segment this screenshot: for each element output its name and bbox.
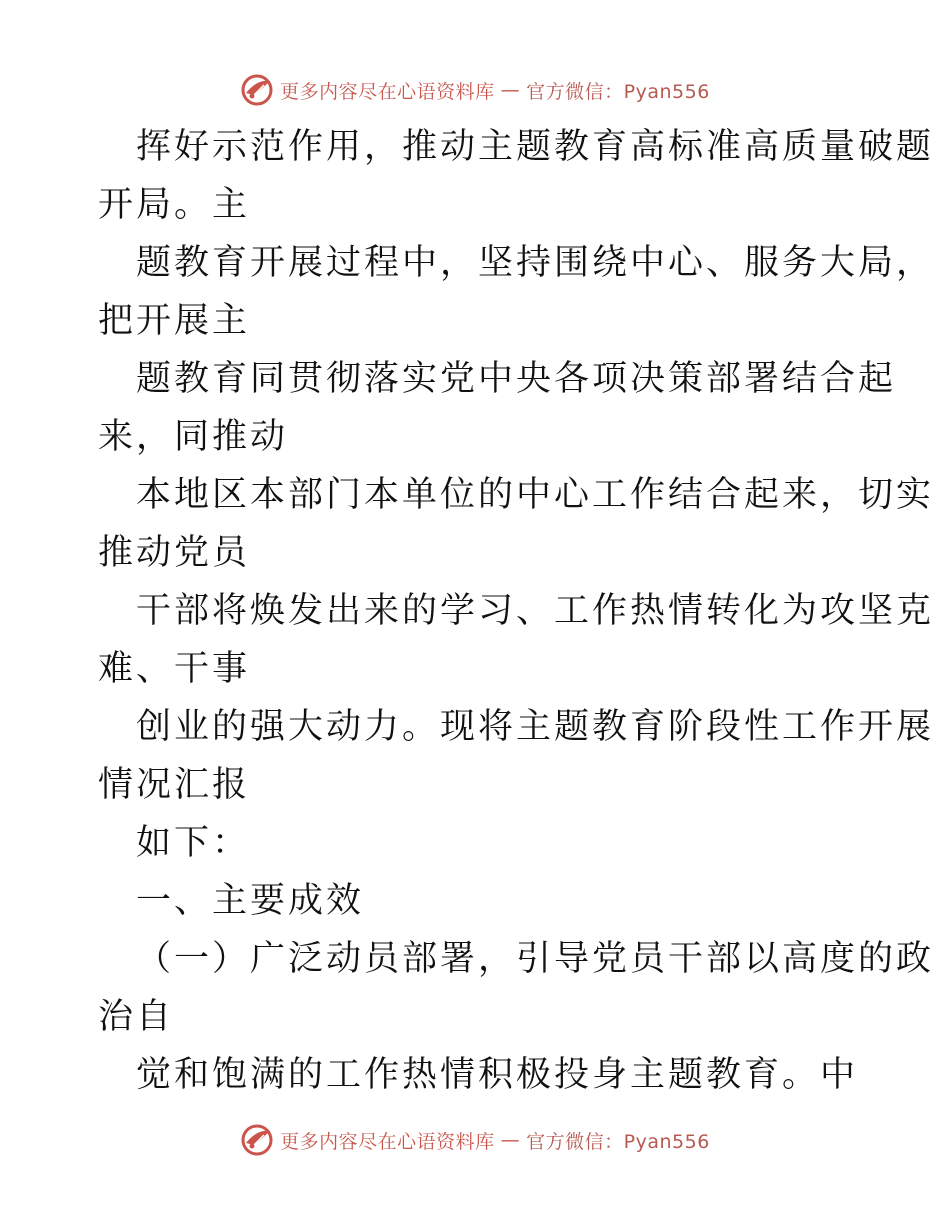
body-line: 情况汇报 xyxy=(98,765,251,805)
body-line: 创业的强大动力。现将主题教育阶段性工作开展 xyxy=(136,707,935,747)
footer-watermark-banner xyxy=(0,1120,950,1160)
header-banner-dash: — xyxy=(500,79,521,101)
header-banner-text-right: 官方微信：Pyan556 xyxy=(526,80,710,103)
body-line: 治自 xyxy=(98,997,175,1037)
footer-banner-dash: — xyxy=(500,1129,521,1151)
header-watermark-banner xyxy=(0,70,950,110)
subsection-heading: （一）广泛动员部署，引导党员干部以高度的政 xyxy=(136,939,935,979)
body-line: 来，同推动 xyxy=(98,417,289,457)
body-line: 难、干事 xyxy=(98,649,251,689)
body-line: 把开展主 xyxy=(98,301,251,341)
section-heading: 一、主要成效 xyxy=(136,881,365,921)
body-line: 挥好示范作用，推动主题教育高标准高质量破题 xyxy=(136,127,935,167)
quill-logo-icon xyxy=(240,73,274,107)
body-line: 本地区本部门本单位的中心工作结合起来，切实 xyxy=(136,475,935,515)
body-line: 题教育同贯彻落实党中央各项决策部署结合起 xyxy=(136,359,897,399)
header-banner-text-left: 更多内容尽在心语资料库 xyxy=(280,80,495,103)
body-line: 推动党员 xyxy=(98,533,251,573)
body-line: 开局。主 xyxy=(98,185,251,225)
quill-logo-icon xyxy=(240,1123,274,1157)
body-line: 觉和饱满的工作热情积极投身主题教育。中 xyxy=(136,1055,859,1095)
body-line: 如下： xyxy=(136,823,251,863)
footer-banner-text-left: 更多内容尽在心语资料库 xyxy=(280,1130,495,1153)
body-line: 题教育开展过程中，坚持围绕中心、服务大局， xyxy=(136,243,935,283)
body-line: 干部将焕发出来的学习、工作热情转化为攻坚克 xyxy=(136,591,935,631)
footer-banner-text-right: 官方微信：Pyan556 xyxy=(526,1130,710,1153)
